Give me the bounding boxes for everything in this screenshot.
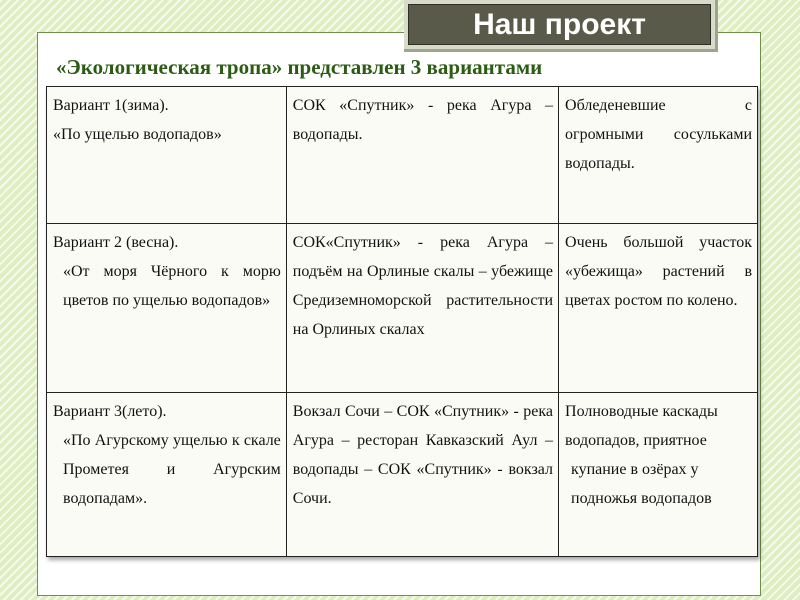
route-cell <box>286 224 558 393</box>
route-text: СОК «Спутник» - река Агура – водопады. <box>292 97 554 143</box>
variant-title: «По Агурскому ущелью к скале Прометея и Агурским водопадам». <box>63 432 281 507</box>
subtitle: «Экологическая тропа» представлен 3 вариантами <box>56 55 543 79</box>
description-cell <box>559 393 758 557</box>
description-cell <box>559 87 758 224</box>
variant-cell <box>47 87 287 224</box>
table-row <box>47 224 758 393</box>
variant-name: Вариант 1(зима). <box>53 97 169 114</box>
title-plate <box>404 0 718 52</box>
variants-table <box>46 86 758 557</box>
route-cell <box>286 87 558 224</box>
route-cell <box>286 393 558 557</box>
variant-title: «От моря Чёрного к морю цветов по ущелью водопадов» <box>63 263 281 309</box>
variant-cell <box>47 393 287 557</box>
variant-title: «По ущелью водопадов» <box>53 126 222 143</box>
table-row <box>47 87 758 224</box>
table-row <box>47 393 758 557</box>
description-line: подножья водопадов <box>571 490 712 507</box>
variant-cell <box>47 224 287 393</box>
route-text: Вокзал Сочи – СОК «Спутник» - река Агура – ресторан Кавказский Аул – водопады – СОК «Спутник» - вокзал Сочи. <box>292 403 554 507</box>
description-line: Полноводные каскады водопадов, приятное <box>565 403 718 449</box>
page-title: Наш проект <box>408 4 711 45</box>
variant-name: Вариант 3(лето). <box>53 403 167 420</box>
description-line: купание в озёрах у <box>571 461 699 478</box>
variant-name: Вариант 2 (весна). <box>53 234 179 251</box>
description-text: Обледеневшие с огромными сосульками водопады. <box>565 97 752 172</box>
description-text: Очень большой участок «убежища» растений в цветах ростом по колено. <box>565 234 752 309</box>
route-text: СОК«Спутник» - река Агура – подъём на Орлиные скалы – убежище Средиземноморской растительности на Орлиных скалах <box>292 234 554 338</box>
description-cell <box>559 224 758 393</box>
